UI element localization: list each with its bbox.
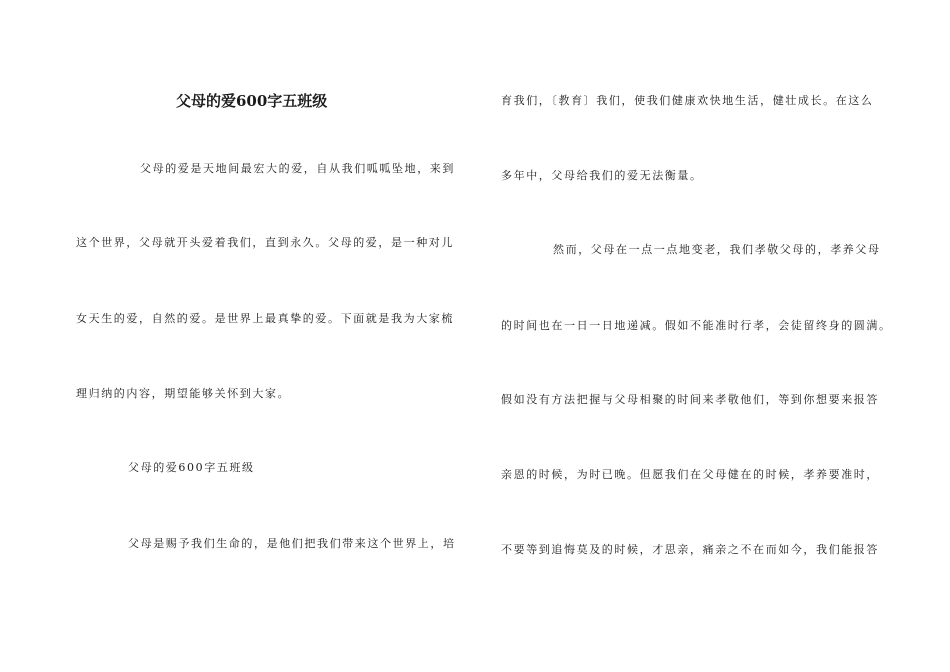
left-line-3: 女天生的爱，自然的爱。是世界上最真挚的爱。下面就是我为大家梳 bbox=[76, 312, 454, 325]
document-title: 父母的爱600字五班级 bbox=[176, 92, 328, 110]
left-line-2: 这个世界，父母就开头爱着我们，直到永久。父母的爱，是一种对儿 bbox=[76, 236, 454, 249]
right-line-3: 然而，父母在一点一点地变老，我们孝敬父母的，孝养父母 bbox=[553, 243, 881, 256]
right-line-1: 育我们，〔教育〕我们，使我们健康欢快地生活，健壮成长。在这么 bbox=[501, 94, 874, 107]
right-line-2: 多年中，父母给我们的爱无法衡量。 bbox=[501, 169, 703, 182]
right-line-4: 的时间也在一日一日地递减。假如不能准时行孝，会徒留终身的圆满。 bbox=[501, 319, 892, 332]
right-line-7: 不要等到追悔莫及的时候，才思亲，痛亲之不在而如今，我们能报答 bbox=[501, 543, 879, 556]
section-heading: 父母的爱600字五班级 bbox=[128, 461, 255, 474]
right-line-6: 亲恩的时候，为时已晚。但愿我们在父母健在的时候，孝养要准时， bbox=[501, 468, 879, 481]
right-line-5: 假如没有方法把握与父母相聚的时间来孝敬他们，等到你想要来报答 bbox=[501, 393, 879, 406]
left-line-4: 理归纳的内容，期望能够关怀到大家。 bbox=[76, 387, 291, 400]
left-line-1: 父母的爱是天地间最宏大的爱，自从我们呱呱坠地，来到 bbox=[140, 162, 455, 175]
left-line-6: 父母是赐予我们生命的，是他们把我们带来这个世界上，培 bbox=[128, 537, 456, 550]
